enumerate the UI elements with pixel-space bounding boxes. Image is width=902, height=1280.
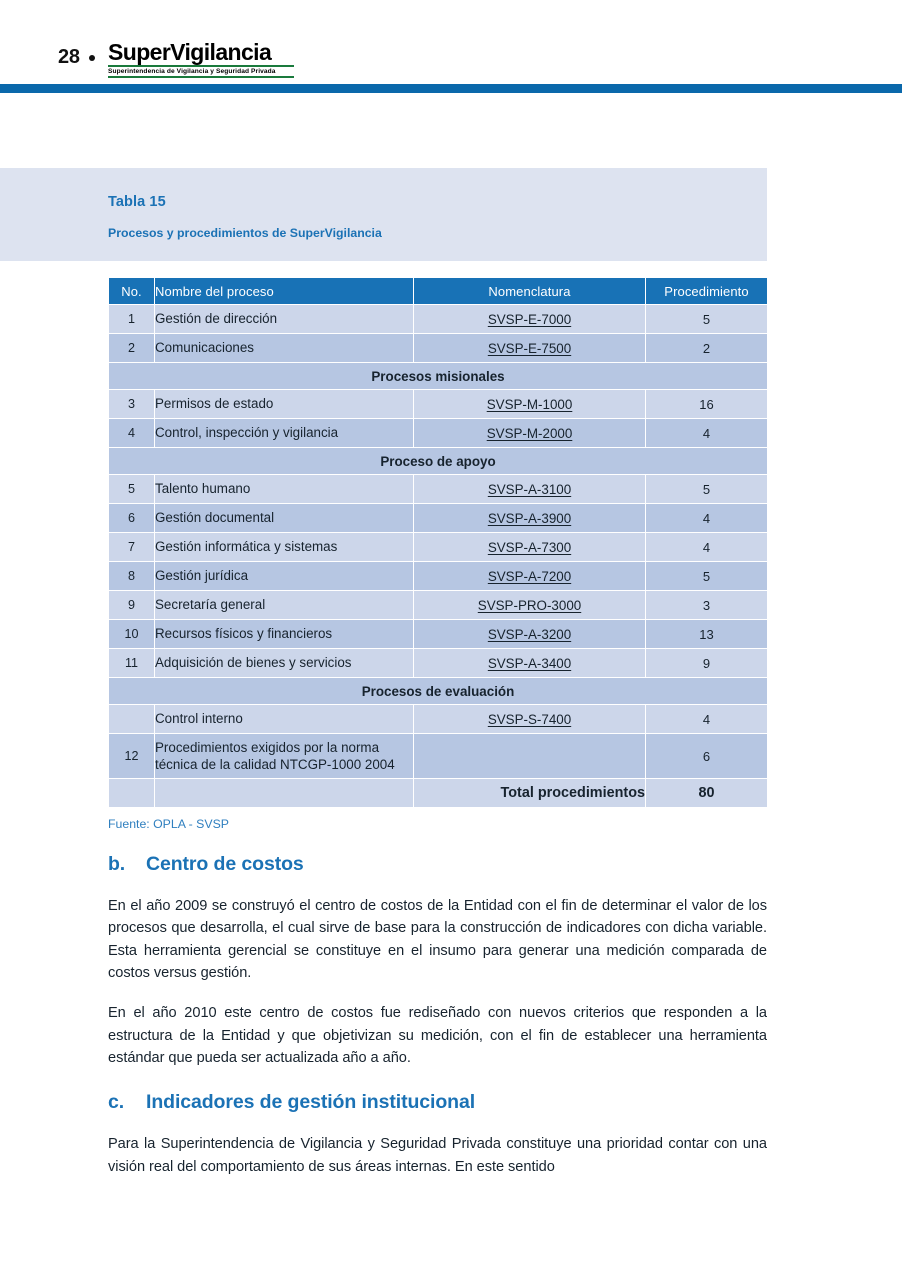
table-cell-nomenclature	[414, 734, 646, 779]
table-cell-process-name: Gestión informática y sistemas	[155, 533, 414, 562]
body-paragraph: En el año 2010 este centro de costos fue rediseñado con nuevos criterios que responden a la estructura de la Entidad y que objetivizan su medición, con el fin de establecer una herramienta estándar que pueda ser actualizada año a año.	[108, 1005, 767, 1066]
table-cell-no: 11	[109, 649, 155, 678]
table-cell-nomenclature	[414, 705, 646, 734]
table-group-row	[109, 363, 768, 390]
page-header	[0, 0, 902, 92]
table-cell-nomenclature	[414, 620, 646, 649]
table-cell-process-name: Recursos físicos y financieros	[155, 620, 414, 649]
table-cell-process-name: Control interno	[155, 705, 414, 734]
nomenclature-code[interactable]: SVSP-S-7400	[487, 711, 572, 727]
table-row	[109, 620, 768, 649]
table-cell-procedure-count: 16	[646, 390, 768, 419]
table-caption-subtitle: Procesos y procedimientos de SuperVigilancia	[108, 226, 382, 240]
table-cell-nomenclature	[414, 305, 646, 334]
table-cell-procedure-count: 3	[646, 591, 768, 620]
table-cell-no: 10	[109, 620, 155, 649]
table-cell-no: 2	[109, 334, 155, 363]
processes-table	[108, 277, 768, 808]
table-group-row	[109, 678, 768, 705]
table-cell-nomenclature	[414, 591, 646, 620]
table-row	[109, 334, 768, 363]
table-cell-process-name: Comunicaciones	[155, 334, 414, 363]
total-label: Total procedimientos	[414, 779, 646, 808]
table-cell-no: 5	[109, 475, 155, 504]
nomenclature-code[interactable]: SVSP-M-2000	[486, 425, 573, 441]
section-heading-text: Centro de costos	[146, 853, 304, 875]
table-row	[109, 705, 768, 734]
column-header-proc: Procedimiento	[646, 278, 768, 305]
table-group-label: Proceso de apoyo	[109, 448, 768, 475]
brand-tagline: Superintendencia de Vigilancia y Seguridad Privada	[108, 68, 276, 76]
table-cell-procedure-count: 4	[646, 504, 768, 533]
section-heading	[108, 853, 767, 876]
nomenclature-code[interactable]: SVSP-A-3200	[487, 626, 572, 642]
table-cell-procedure-count: 6	[646, 734, 768, 779]
nomenclature-code[interactable]: SVSP-A-3900	[487, 510, 572, 526]
table-cell-no: 8	[109, 562, 155, 591]
nomenclature-code[interactable]: SVSP-E-7500	[487, 340, 572, 356]
table-cell-no: 9	[109, 591, 155, 620]
nomenclature-code[interactable]: SVSP-A-3400	[487, 655, 572, 671]
table-caption-panel	[0, 168, 767, 261]
nomenclature-code[interactable]: SVSP-PRO-3000	[477, 597, 582, 613]
nomenclature-code[interactable]: SVSP-M-1000	[486, 396, 573, 412]
table-cell-no	[109, 705, 155, 734]
table-cell-no: 1	[109, 305, 155, 334]
table-row	[109, 649, 768, 678]
table-cell-procedure-count: 4	[646, 533, 768, 562]
nomenclature-code[interactable]: SVSP-A-3100	[487, 481, 572, 497]
table-row	[109, 504, 768, 533]
table-cell-procedure-count: 5	[646, 562, 768, 591]
total-value: 80	[646, 779, 768, 808]
table-row	[109, 390, 768, 419]
table-cell-process-name: Adquisición de bienes y servicios	[155, 649, 414, 678]
table-cell-procedure-count: 4	[646, 419, 768, 448]
table-cell-process-name: Talento humano	[155, 475, 414, 504]
table-header-row	[109, 278, 768, 305]
section-heading-text: Indicadores de gestión institucional	[146, 1091, 476, 1114]
body-paragraph: Para la Superintendencia de Vigilancia y Seguridad Privada constituye una prioridad contar con una visión real del comportamiento de sus áreas internas. En este sentido	[108, 1136, 767, 1175]
table-group-row	[109, 448, 768, 475]
column-header-no: No.	[109, 278, 155, 305]
table-cell-nomenclature	[414, 533, 646, 562]
table-group-label: Procesos de evaluación	[109, 678, 768, 705]
table-row	[109, 591, 768, 620]
table-row	[109, 562, 768, 591]
table-total-row	[109, 779, 768, 808]
table-cell-no: 3	[109, 390, 155, 419]
table-cell-nomenclature	[414, 649, 646, 678]
table-cell-process-name: Gestión jurídica	[155, 562, 414, 591]
table-cell-no: 6	[109, 504, 155, 533]
table-group-label: Procesos misionales	[109, 363, 768, 390]
table-cell-procedure-count: 13	[646, 620, 768, 649]
table-cell-process-name: Gestión de dirección	[155, 305, 414, 334]
table-row	[109, 419, 768, 448]
column-header-name: Nombre del proceso	[155, 278, 414, 305]
page-number: 28	[58, 46, 80, 68]
nomenclature-code[interactable]: SVSP-A-7300	[487, 539, 572, 555]
brand-rule-bottom	[108, 76, 294, 78]
table-cell-nomenclature	[414, 390, 646, 419]
table-row	[109, 533, 768, 562]
brand-lockup	[108, 40, 294, 78]
section-marker: c.	[108, 1091, 125, 1114]
table-cell-name	[155, 779, 414, 808]
table-cell-process-name: Control, inspección y vigilancia	[155, 419, 414, 448]
table-cell-no: 7	[109, 533, 155, 562]
table-cell-procedure-count: 9	[646, 649, 768, 678]
table-row	[109, 305, 768, 334]
folio-group	[58, 46, 95, 69]
table-cell-nomenclature	[414, 334, 646, 363]
table-cell-nomenclature	[414, 419, 646, 448]
processes-table-wrapper	[108, 277, 767, 808]
column-header-nomen: Nomenclatura	[414, 278, 646, 305]
table-cell-procedure-count: 4	[646, 705, 768, 734]
section-marker: b.	[108, 853, 126, 875]
page-content	[0, 92, 902, 1178]
table-cell-nomenclature	[414, 475, 646, 504]
table-cell-nomenclature	[414, 504, 646, 533]
bullet-dot-icon	[89, 55, 95, 61]
prose-sections	[108, 853, 767, 1178]
table-cell-procedure-count: 5	[646, 475, 768, 504]
table-cell-process-name: Gestión documental	[155, 504, 414, 533]
table-cell-procedure-count: 5	[646, 305, 768, 334]
table-source-note: Fuente: OPLA - SVSP	[108, 817, 229, 831]
brand-rule-top	[108, 65, 294, 67]
table-caption-title: Tabla 15	[108, 194, 166, 210]
table-row	[109, 475, 768, 504]
table-cell-no: 12	[109, 734, 155, 779]
table-cell-procedure-count: 2	[646, 334, 768, 363]
table-cell-process-name: Procedimientos exigidos por la norma técnica de la calidad NTCGP-1000 2004	[155, 734, 414, 779]
table-cell-process-name: Permisos de estado	[155, 390, 414, 419]
brand-name: SuperVigilancia	[108, 39, 272, 65]
table-row	[109, 734, 768, 779]
nomenclature-code[interactable]: SVSP-A-7200	[487, 568, 572, 584]
table-header	[109, 278, 768, 305]
table-cell-no: 4	[109, 419, 155, 448]
table-cell-nomenclature	[414, 562, 646, 591]
table-cell-no	[109, 779, 155, 808]
section-heading	[108, 1091, 767, 1114]
body-paragraph: En el año 2009 se construyó el centro de costos de la Entidad con el fin de determinar el valor de los procesos que desarrolla, el cual sirve de base para la construcción de indicadores con dicha variable. Esta herramienta gerencial se constituye en el insumo para generar una medición comparada de costos versus gestión.	[108, 898, 767, 981]
table-cell-process-name: Secretaría general	[155, 591, 414, 620]
nomenclature-code[interactable]: SVSP-E-7000	[487, 311, 572, 327]
table-body	[109, 305, 768, 808]
